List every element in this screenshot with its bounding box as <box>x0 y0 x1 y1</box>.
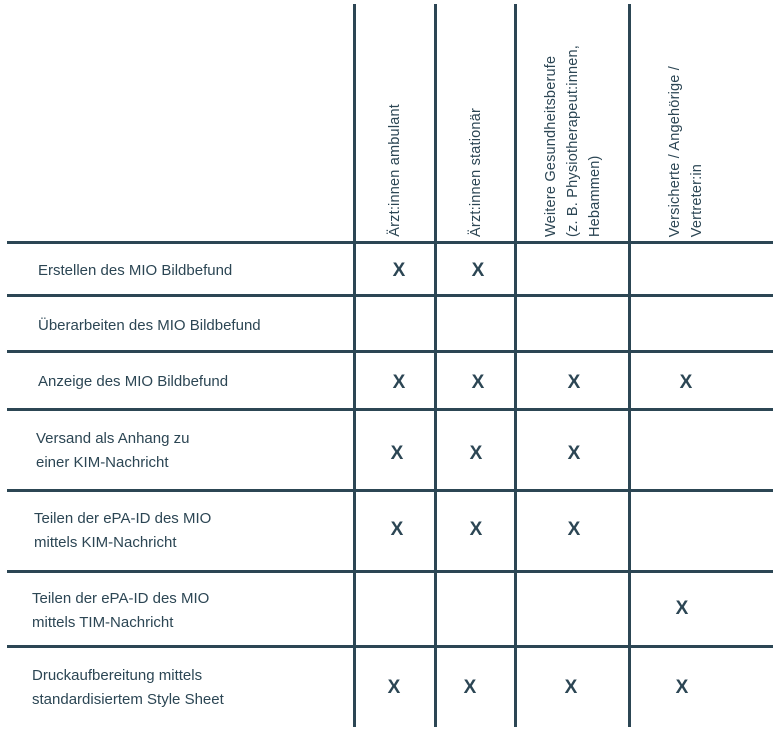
cell-mark: X <box>471 260 485 281</box>
cell-mark: X <box>567 372 581 393</box>
row-divider-3 <box>7 350 773 353</box>
row-label-druckaufbereitung: Druckaufbereitung mittels standardisiertem Style Sheet <box>32 667 224 708</box>
column-header-label: Versicherte / Angehörige / Vertreter:in <box>667 65 705 237</box>
row-divider-7 <box>7 645 773 648</box>
cell-mark: X <box>675 677 689 698</box>
cell-mark: X <box>390 519 404 540</box>
row-divider-4 <box>7 408 773 411</box>
row-divider-5 <box>7 489 773 492</box>
column-header-label: Ärzt:innen ambulant <box>387 104 403 237</box>
cell-mark: X <box>469 443 483 464</box>
row-label-teilen-kim: Teilen der ePA-ID des MIO mittels KIM-Nachricht <box>34 510 212 551</box>
row-label-erstellen: Erstellen des MIO Bildbefund <box>38 262 233 279</box>
column-header-versicherte <box>631 2 741 237</box>
cell-mark: X <box>392 372 406 393</box>
row-label-ueberarbeiten: Überarbeiten des MIO Bildbefund <box>38 317 261 334</box>
cell-mark: X <box>564 677 578 698</box>
cell-mark: X <box>679 372 693 393</box>
column-header-label: Weitere Gesundheitsberufe (z. B. Physiotherapeut:innen, Hebammen) <box>542 45 603 237</box>
cell-mark: X <box>390 443 404 464</box>
cell-mark: X <box>392 260 406 281</box>
cell-mark: X <box>463 677 477 698</box>
cell-mark: X <box>567 443 581 464</box>
row-label-anzeige: Anzeige des MIO Bildbefund <box>38 373 229 390</box>
row-divider-6 <box>7 570 773 573</box>
row-label-teilen-tim: Teilen der ePA-ID des MIO mittels TIM-Nachricht <box>32 590 210 631</box>
row-divider-1 <box>7 241 773 244</box>
cell-mark: X <box>471 372 485 393</box>
row-label-versand-kim: Versand als Anhang zu einer KIM-Nachricht <box>36 430 190 471</box>
cell-mark: X <box>567 519 581 540</box>
cell-mark: X <box>387 677 401 698</box>
column-header-aerzte-ambulant <box>356 2 434 237</box>
row-divider-2 <box>7 294 773 297</box>
column-header-gesundheitsberufe <box>517 2 628 237</box>
column-header-label: Ärzt:innen stationär <box>467 108 484 237</box>
cell-mark: X <box>469 519 483 540</box>
column-header-aerzte-stationaer <box>437 2 514 237</box>
cell-mark: X <box>675 598 689 619</box>
